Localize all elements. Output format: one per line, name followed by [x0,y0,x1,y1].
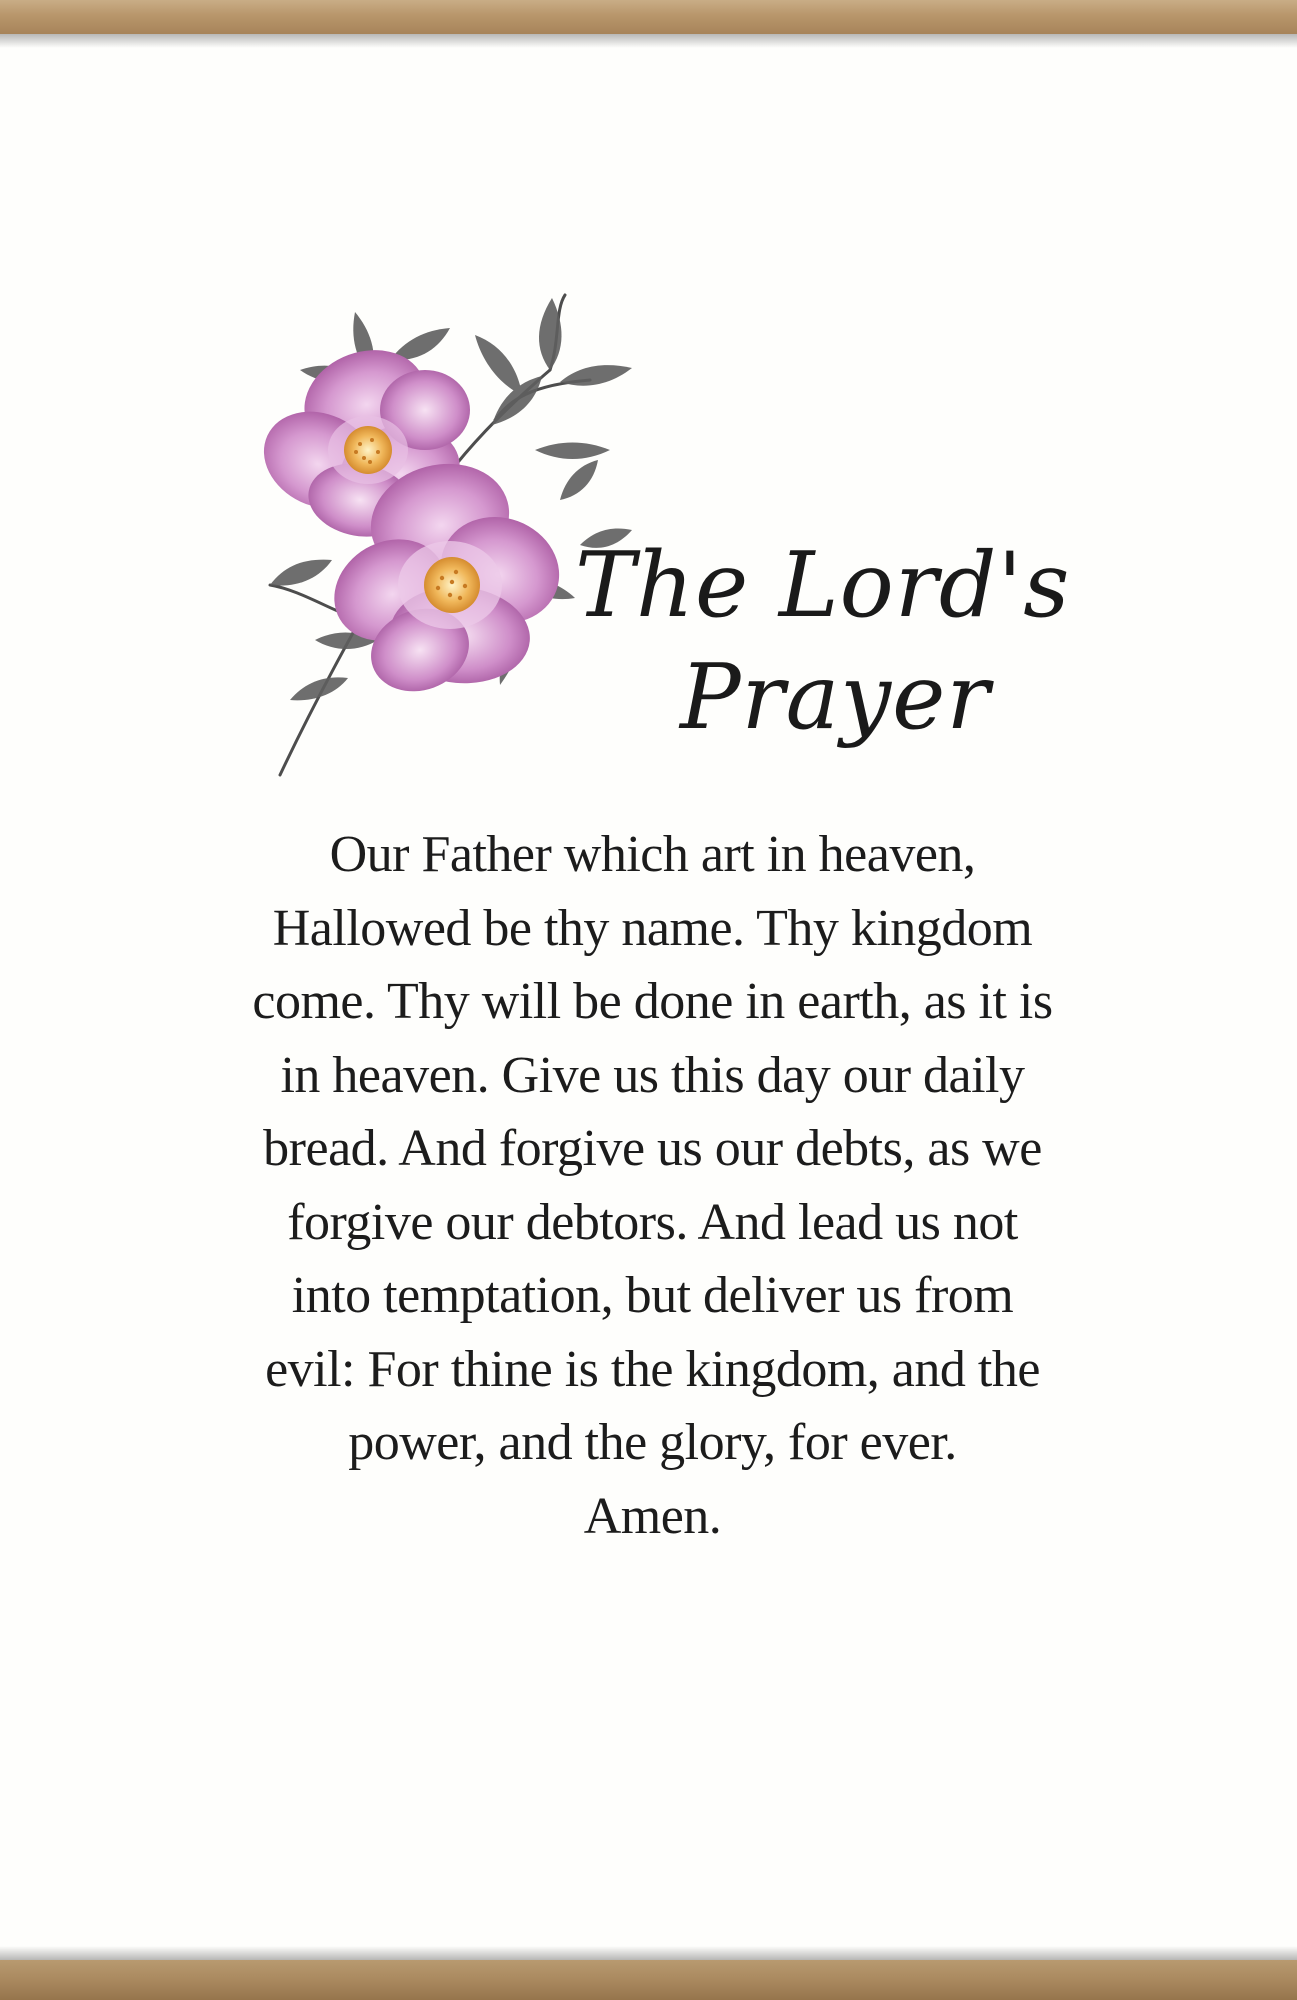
prayer-text [230,818,1075,1553]
top-wooden-rail [0,0,1297,34]
bottom-wooden-rail [0,1960,1297,2000]
title-line-2: Prayer [680,645,991,751]
prayer-line: into temptation, but deliver us from [291,1267,1014,1324]
prayer-line: Hallowed be thy name. Thy kingdom [272,899,1033,957]
prayer-line: forgive our debtors. And lead us not [287,1193,1018,1251]
prayer-line: come. Thy will be done in earth, as it is [252,973,1053,1030]
prayer-line: in heaven. Give us this day our daily [280,1046,1025,1104]
prayer-line: power, and the glory, for ever. [348,1414,957,1471]
prayer-line: Our Father which art in heaven, [329,826,976,883]
prayer-line: evil: For thine is the kingdom, and the [265,1340,1040,1398]
prayer-title [555,530,1115,754]
prayer-line: Amen. [583,1487,722,1545]
prayer-line: bread. And forgive us our debts, as we [263,1120,1042,1177]
title-line-1: The Lord's [575,533,1071,639]
